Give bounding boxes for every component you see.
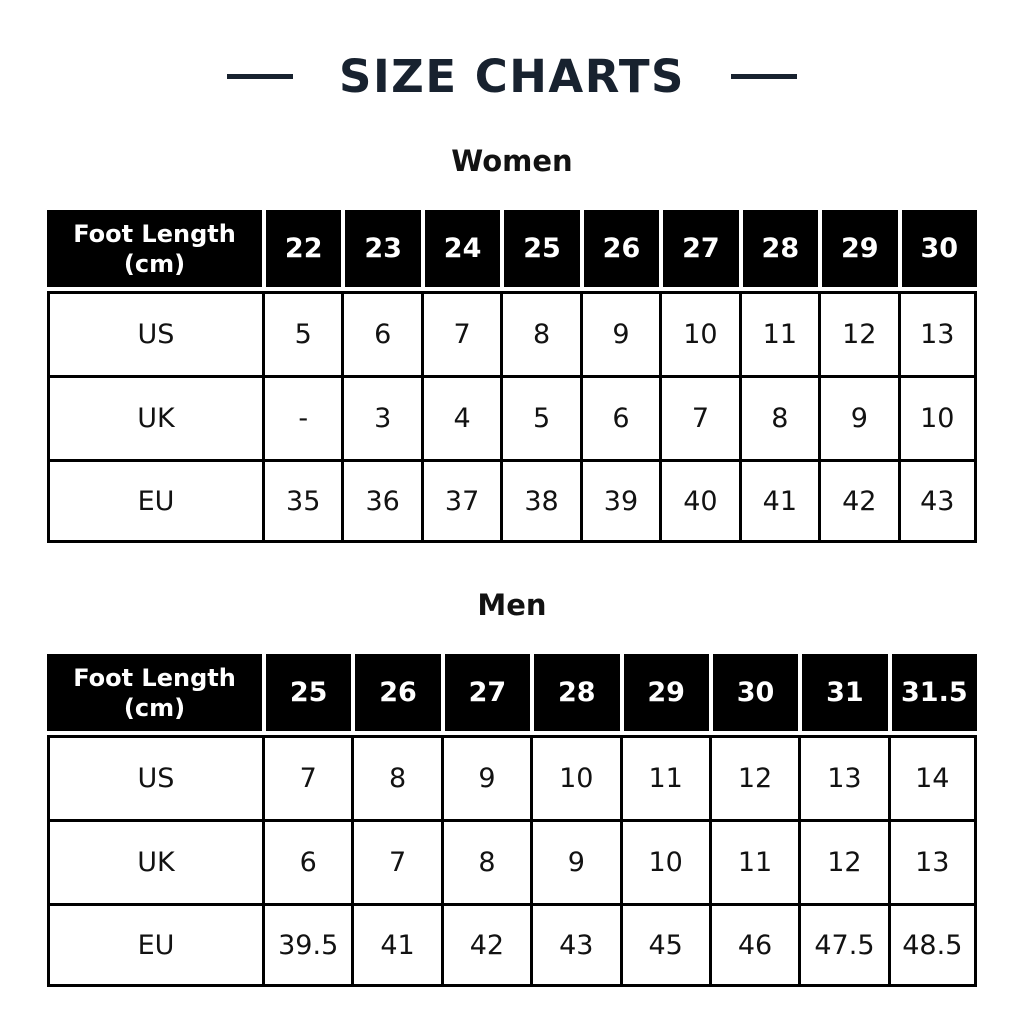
size-value-cell: 12 [818,291,897,375]
foot-length-value-cell: 27 [441,654,530,735]
size-value-cell: 42 [818,459,897,543]
size-value-cell: 9 [580,291,659,375]
men-table-body [47,735,977,987]
size-value-cell: 7 [351,819,440,903]
size-value-cell: - [262,375,341,459]
size-value-cell: 7 [262,735,351,819]
size-value-cell: 13 [898,291,978,375]
region-row-label-cell: US [47,735,262,819]
size-value-cell: 14 [888,735,977,819]
size-value-cell: 38 [500,459,579,543]
title-dash-right-icon [731,74,797,79]
size-value-cell: 6 [262,819,351,903]
foot-length-value-cell: 25 [500,210,579,291]
foot-length-value-cell: 29 [818,210,897,291]
foot-length-value-cell: 31.5 [888,654,977,735]
size-value-cell: 8 [739,375,818,459]
size-value-cell: 5 [262,291,341,375]
region-row-label-cell: EU [47,459,262,543]
foot-length-value-cell: 30 [709,654,798,735]
size-value-cell: 47.5 [798,903,887,987]
foot-length-header-row [47,654,977,735]
size-value-cell: 10 [530,735,619,819]
size-value-cell: 5 [500,375,579,459]
size-value-cell: 13 [888,819,977,903]
size-value-cell: 37 [421,459,500,543]
foot-length-value-cell: 24 [421,210,500,291]
foot-length-value-cell: 29 [620,654,709,735]
size-value-cell: 41 [739,459,818,543]
foot-length-value-cell: 30 [898,210,978,291]
size-value-cell: 8 [351,735,440,819]
men-size-table [47,654,977,987]
foot-length-value-cell: 27 [659,210,738,291]
foot-length-value-cell: 25 [262,654,351,735]
size-value-cell: 39.5 [262,903,351,987]
size-value-cell: 42 [441,903,530,987]
size-value-cell: 7 [421,291,500,375]
size-value-cell: 12 [709,735,798,819]
foot-length-label-cell: Foot Length (cm) [47,654,262,735]
region-row-label-cell: US [47,291,262,375]
foot-length-value-cell: 31 [798,654,887,735]
size-value-cell: 41 [351,903,440,987]
size-value-cell: 35 [262,459,341,543]
size-value-cell: 11 [620,735,709,819]
size-row [47,291,977,375]
region-row-label-cell: EU [47,903,262,987]
size-value-cell: 8 [500,291,579,375]
men-section-title: Men [477,588,547,622]
size-value-cell: 40 [659,459,738,543]
women-table-header [47,210,977,291]
foot-length-header-row [47,210,977,291]
women-size-table [47,210,977,543]
title-bar [0,50,1024,103]
size-value-cell: 12 [798,819,887,903]
size-row [47,819,977,903]
size-value-cell: 9 [818,375,897,459]
page-title: SIZE CHARTS [339,50,685,103]
foot-length-value-cell: 28 [530,654,619,735]
size-value-cell: 36 [341,459,420,543]
size-value-cell: 8 [441,819,530,903]
size-value-cell: 7 [659,375,738,459]
women-table-body [47,291,977,543]
size-value-cell: 43 [530,903,619,987]
foot-length-value-cell: 26 [580,210,659,291]
size-row [47,735,977,819]
foot-length-value-cell: 26 [351,654,440,735]
size-value-cell: 48.5 [888,903,977,987]
size-value-cell: 3 [341,375,420,459]
men-table-header [47,654,977,735]
region-row-label-cell: UK [47,375,262,459]
size-value-cell: 45 [620,903,709,987]
size-value-cell: 11 [709,819,798,903]
size-value-cell: 11 [739,291,818,375]
size-value-cell: 10 [659,291,738,375]
size-value-cell: 9 [530,819,619,903]
foot-length-value-cell: 23 [341,210,420,291]
size-value-cell: 9 [441,735,530,819]
size-value-cell: 13 [798,735,887,819]
foot-length-label-cell: Foot Length (cm) [47,210,262,291]
size-row [47,375,977,459]
title-dash-left-icon [227,74,293,79]
size-value-cell: 39 [580,459,659,543]
size-row [47,459,977,543]
foot-length-value-cell: 28 [739,210,818,291]
size-row [47,903,977,987]
size-value-cell: 46 [709,903,798,987]
size-value-cell: 4 [421,375,500,459]
size-value-cell: 10 [620,819,709,903]
size-value-cell: 6 [341,291,420,375]
size-value-cell: 43 [898,459,978,543]
region-row-label-cell: UK [47,819,262,903]
size-value-cell: 10 [898,375,978,459]
women-section-title: Women [451,144,573,178]
size-value-cell: 6 [580,375,659,459]
foot-length-value-cell: 22 [262,210,341,291]
